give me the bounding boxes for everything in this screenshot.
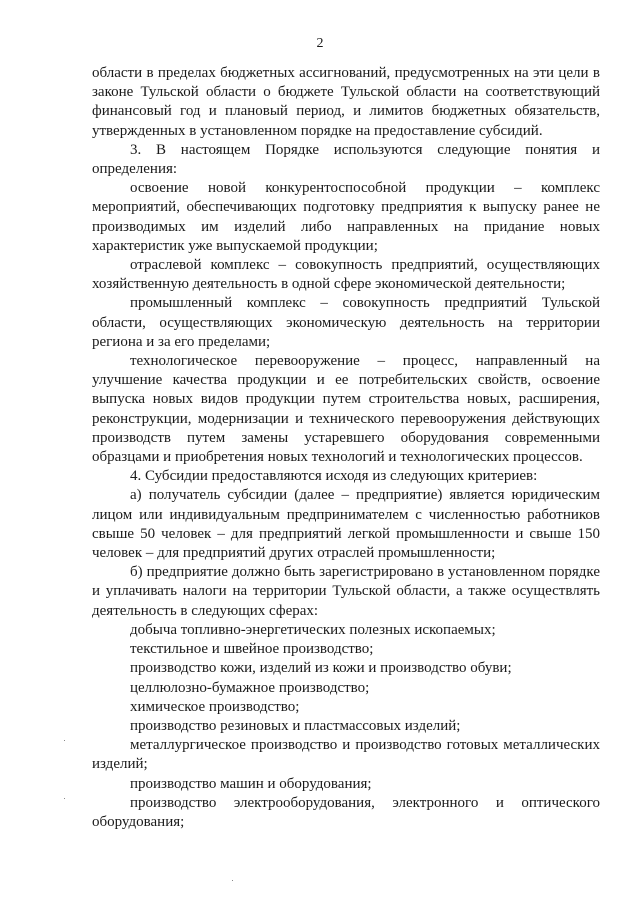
page-number: 2	[316, 36, 324, 51]
definition-industry-complex: отраслевой комплекс – совокупность предприятий, осуществляющих хозяйственную деятельность в одной сфере экономической деятельности;	[92, 257, 600, 293]
sphere-item: целлюлозно-бумажное производство;	[130, 679, 370, 696]
definition-new-product: освоение новой конкурентоспособной продукции – комплекс мероприятий, обеспечивающих подготовку предприятия к выпуску ранее не производимых им изделий либо направленных на придание новых характеристик уже выпускаемой продукции;	[92, 180, 600, 254]
paragraph-item-3: 3. В настоящем Порядке используются следующие понятия и определения:	[92, 141, 600, 178]
sphere-item: производство резиновых и пластмассовых изделий;	[130, 717, 461, 734]
sphere-item: производство кожи, изделий из кожи и производство обуви;	[130, 660, 512, 677]
sphere-item: текстильное и швейное производство;	[130, 641, 374, 658]
paragraph-continuation: области в пределах бюджетных ассигнований, предусмотренных на эти цели в законе Тульской области о бюджете Тульской области на соответствующий финансовый год и плановый период, и лимитов бюджетных обязательств, утвержденных в установленном порядке на предоставление субсидий.	[92, 65, 600, 139]
criterion-b: б) предприятие должно быть зарегистрировано в установленном порядке и уплачивать налоги на территории Тульской области, а также осуществлять деятельность в следующих сферах:	[92, 564, 600, 619]
sphere-item: металлургическое производство и производство готовых металлических изделий;	[92, 737, 600, 773]
sphere-item: добыча топливно-энергетических полезных ископаемых;	[130, 621, 496, 638]
paragraph-item-4: 4. Субсидии предоставляются исходя из следующих критериев:	[130, 468, 538, 485]
sphere-item: производство машин и оборудования;	[130, 775, 372, 792]
scan-speck	[64, 798, 65, 799]
sphere-item: химическое производство;	[130, 698, 300, 715]
definition-industrial-complex: промышленный комплекс – совокупность предприятий Тульской области, осуществляющих экономическую деятельность на территории региона и за его пределами;	[92, 295, 600, 350]
definition-technological-reequipment: технологическое перевооружение – процесс, направленный на улучшение качества продукции и ее потребительских свойств, освоение выпуска новых видов продукции путем строительства новых, расширения, реконструкции, модернизации и технического перевооружения действующих производств путем замены устаревшего оборудования современными образцами и приобретения новых технологий и технологических процессов.	[92, 353, 600, 466]
criterion-a: а) получатель субсидии (далее – предприятие) является юридическим лицом или индивидуальным предпринимателем с численностью работников свыше 50 человек – для предприятий легкой промышленности и свыше 150 человек – для предприятий других отраслей промышленности;	[92, 487, 600, 562]
scan-speck	[64, 740, 65, 741]
document-body	[92, 64, 600, 832]
scan-speck	[232, 880, 233, 881]
sphere-item: производство электрооборудования, электронного и оптического оборудования;	[92, 794, 600, 830]
